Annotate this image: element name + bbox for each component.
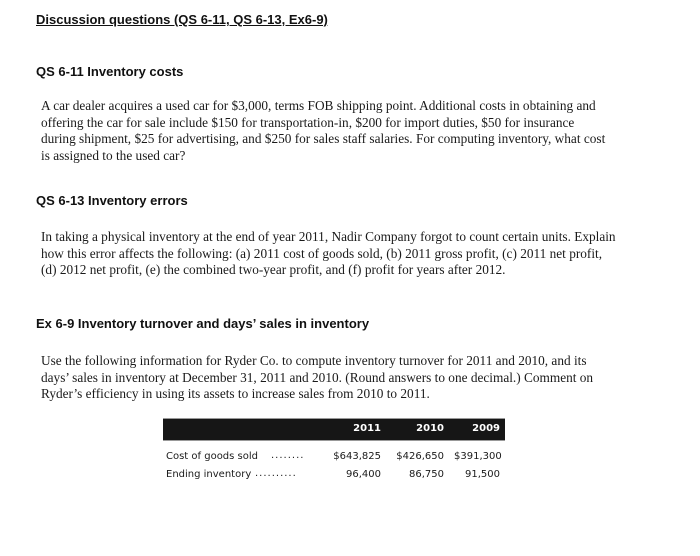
section-heading-qs-6-11: QS 6-11 Inventory costs — [36, 64, 184, 79]
question-qs-6-11 — [41, 98, 633, 164]
table-cell: 96,400 — [346, 469, 381, 480]
table-cell: $643,825 — [333, 451, 381, 462]
paragraph-line: (d) 2012 net profit, (e) the combined two-year profit, and (f) profit for years after 2012. — [41, 262, 506, 278]
table-cell: $391,300 — [454, 451, 502, 462]
question-ex-6-9 — [41, 353, 633, 403]
row-label: Cost of goods sold — [166, 451, 259, 462]
leader-dots: ........ — [271, 450, 305, 461]
paragraph-line: during shipment, $25 for advertising, and $250 for sales staff salaries. For computing inventory, what cost — [41, 131, 606, 147]
table-cell: 86,750 — [409, 469, 444, 480]
section-heading-ex-6-9: Ex 6-9 Inventory turnover and days’ sales in inventory — [36, 316, 370, 331]
paragraph-line: is assigned to the used car? — [41, 147, 186, 163]
table-cell: 91,500 — [465, 469, 500, 480]
table-cell: $426,650 — [396, 451, 444, 462]
paragraph-line: how this error affects the following: (a) 2011 cost of goods sold, (b) 2011 gross profit, (c) 2011 net profit, — [41, 245, 603, 261]
year-header-2011: 2011 — [353, 423, 381, 434]
paragraph-line: A car dealer acquires a used car for $3,000, terms FOB shipping point. Additional costs in obtaining and — [41, 98, 596, 113]
table-row — [163, 449, 505, 467]
page-title: Discussion questions (QS 6-11, QS 6-13, Ex6-9) — [36, 12, 328, 27]
year-header-2010: 2010 — [416, 423, 444, 434]
inventory-table — [163, 418, 505, 485]
section-heading-qs-6-13: QS 6-13 Inventory errors — [36, 193, 188, 208]
paragraph-line: In taking a physical inventory at the end of year 2011, Nadir Company forgot to count certain units. Explain — [41, 229, 616, 244]
table-header — [163, 418, 505, 441]
question-qs-6-13 — [41, 229, 633, 279]
leader-dots: .......... — [255, 468, 297, 479]
paragraph-line: offering the car for sale include $150 for transportation-in, $200 for import duties, $50 for insurance — [41, 114, 575, 130]
paragraph-line: Ryder’s efficiency in using its assets to increase sales from 2010 to 2011. — [41, 386, 430, 402]
row-label: Ending inventory — [166, 469, 252, 480]
year-header-2009: 2009 — [472, 423, 500, 434]
paragraph-line: Use the following information for Ryder Co. to compute inventory turnover for 2011 and 2010, and its — [41, 353, 587, 368]
paragraph-line: days’ sales in inventory at December 31, 2011 and 2010. (Round answers to one decimal.) Comment on — [41, 369, 594, 385]
table-row — [163, 467, 505, 485]
